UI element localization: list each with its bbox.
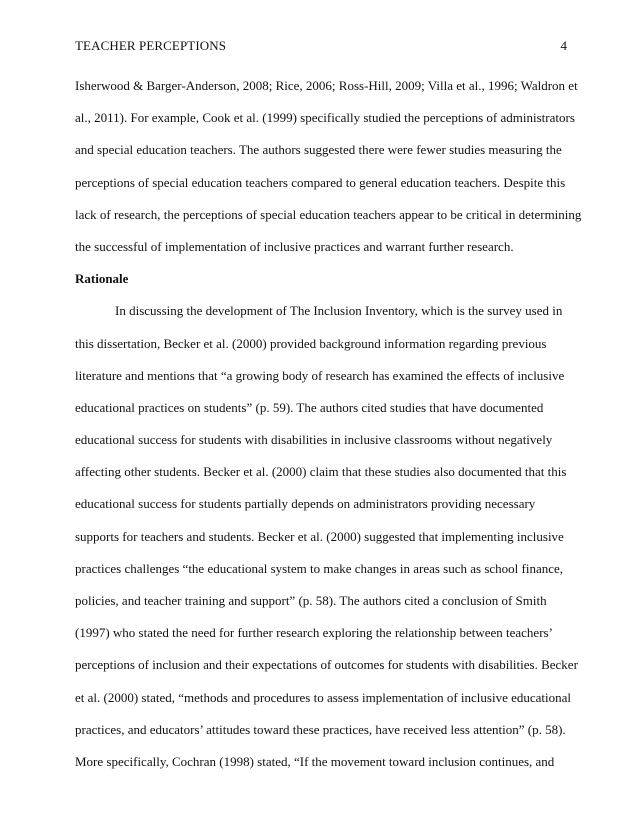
running-head: TEACHER PERCEPTIONS [75,38,227,53]
text-line: perceptions of inclusion and their expectations of outcomes for students with disabilities. Becker [75,657,578,673]
text-line: (1997) who stated the need for further research exploring the relationship between teachers’ [75,625,553,641]
text-line: educational practices on students” (p. 59). The authors cited studies that have documented [75,399,544,415]
text-line: More specifically, Cochran (1998) stated, “If the movement toward inclusion continues, and [75,753,555,769]
text-line: educational success for students with disabilities in inclusive classrooms without negatively [75,432,553,448]
text-line: policies, and teacher training and support” (p. 58). The authors cited a conclusion of Smith [75,593,547,608]
text-line: affecting other students. Becker et al. (2000) claim that these studies also documented that this [75,464,567,480]
document-body [75,70,582,778]
text-line: In discussing the development of The Inclusion Inventory, which is the survey used in [115,303,563,319]
text-line: this dissertation, Becker et al. (2000) provided background information regarding previous [75,335,547,351]
text-line: lack of research, the perceptions of special education teachers appear to be critical in determining [75,206,582,222]
text-line: literature and mentions that “a growing body of research has examined the effects of inclusive [75,367,565,383]
text-line: perceptions of special education teachers compared to general education teachers. Despite this [75,174,566,190]
text-line: and special education teachers. The authors suggested there were fewer studies measuring the [75,142,562,158]
text-line: the successful of implementation of inclusive practices and warrant further research. [75,238,514,254]
text-line: supports for teachers and students. Becker et al. (2000) suggested that implementing inclusive [75,528,564,544]
page-number: 4 [560,38,567,53]
text-line: practices, and educators’ attitudes toward these practices, have received less attention” (p. 58). [75,721,566,737]
text-line: et al. (2000) stated, “methods and procedures to assess implementation of inclusive educational [75,689,572,705]
text-line: Isherwood & Barger-Anderson, 2008; Rice, 2006; Ross-Hill, 2009; Villa et al., 1996; Waldron et [75,78,578,93]
text-line: al., 2011). For example, Cook et al. (1999) specifically studied the perceptions of administrators [75,110,575,126]
text-line: educational success for students partially depends on administrators providing necessary [75,496,536,512]
page-header [75,38,567,56]
section-heading: Rationale [75,271,129,287]
paragraph-intro [75,70,582,263]
text-line: practices challenges “the educational system to make changes in areas such as school finance, [75,560,564,576]
paragraph-rationale [75,295,578,778]
